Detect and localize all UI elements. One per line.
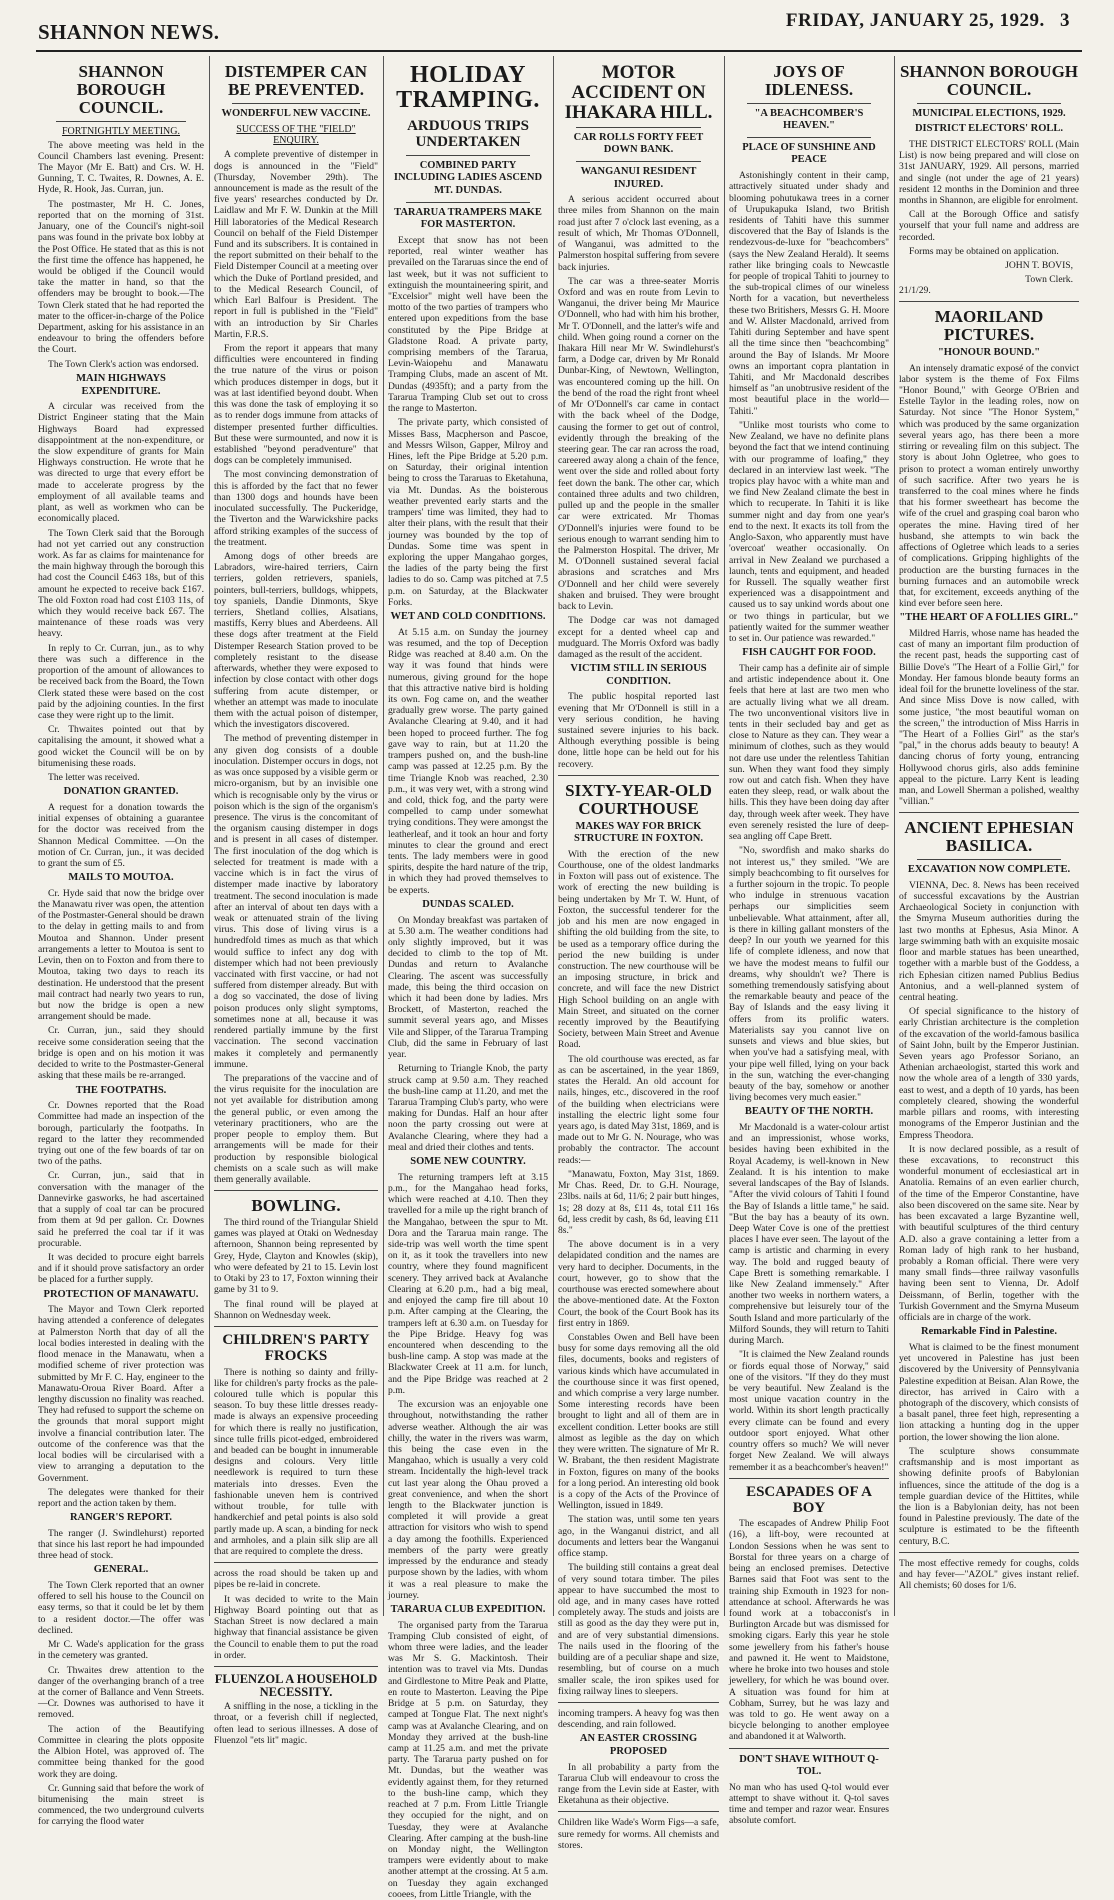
divider <box>406 202 530 203</box>
section-heading: THE FOOTPATHS. <box>75 1084 167 1096</box>
divider <box>406 155 530 156</box>
masthead-date-line <box>776 10 1070 32</box>
paragraph: "It is claimed the New Zealand rounds or fiords equal those of Norway," said one of the visitors. "If they do they must be very beautiful. New Zealand is the most unique vacation country in the world. Within its short length practically every climate can be found and every outdoor sport enjoyed. What other country offers so much? We will never forget New Zealand. We will always remember it as a beachcomber's heaven!" <box>729 1349 889 1473</box>
paragraph: A serious accident occurred about three miles from Shannon on the main road just after 7 o'clock last evening, as a result of which, Mr Thomas O'Donnell, of Wanganui, was admitted to the Palmerston hospital suffering from severe back injuries. <box>558 194 719 273</box>
paragraph: The public hospital reported last evening that Mr O'Donnell is still in a very serious condition, he having sustained severe injuries to his back. Although everything possible is being done, little hope can be held out for his recovery. <box>558 691 719 770</box>
paragraph: It was decided to procure eight barrels and if it should prove satisfactory an order be placed for a further supply. <box>38 1251 204 1286</box>
article-headline: HOLIDAY TRAMPING. <box>396 62 540 114</box>
paragraph: The third round of the Triangular Shield games was played at Otaki on Wednesday afternoon, Shannon being represented by Grey, Hyde, Clayton and Knowles (skip), who were defeated by 21 to 15. Levin lost to Otaki by 23 to 17, Foxton winning their game by 31 to 9. <box>214 1217 379 1296</box>
section-heading: MAILS TO MOUTOA. <box>68 872 174 884</box>
paragraph: The delegates were thanked for their report and the action taken by them. <box>38 1486 204 1509</box>
article-subheading: FORTNIGHTLY MEETING. <box>61 125 180 137</box>
paragraph: The ranger (J. Swindlehurst) reported that since his last report he had impounded three head of stock. <box>38 1527 204 1562</box>
paragraph: The organised party from the Tararua Tramping Club consisted of eight, of whom three were ladies, and the leader was Mr S. G. Mackintosh. Their intention was to travel via Mts. Dundas and Girdlestone to Mitre Peak and Platte, en route to Masterton. Leaving the Pipe Bridge at 5 p.m. on Saturday, they camped at Tongue Flat. The next night's camp was at Avalanche Clearing, and on Monday they arrived at the bush-line camp at 11.25 a.m. and met the private party. The Tararua party pushed on for Mt. Dundas, but the weather was evidently against them, for they returned to the bush-line camp, which they reached at 7 p.m. From Little Triangle they occupied for the night, and on Tuesday, they were at Avalanche Clearing. After camping at the bush-line on Monday night, the Wellington trampers were evidently about to make another attempt at the crossing. At 5 a.m. on Tuesday they again exchanged cooees, from Little Triangle, with the <box>388 1619 548 1900</box>
paragraph: "Unlike most tourists who come to New Zealand, we have no definite plans beyond the fact that we intend continuing with our programme of loafing," they declared in an interview last week. "The tropics play havoc with a white man and we find New Zealand climate the best in which to recuperate. In Tahiti it is like summer night and day from one year's end to the next. It exacts its toll from the Anglo-Saxon, who apparently must have 'overcoat' weather occasionally. On arrival in New Zealand we purchased a launch, tents and equipment, and headed for Russell. The squally weather first experienced was a disappointment and caused us to say unkind words about one or two things in particular, but we patiently waited for the summer weather to set in. Our patience was rewarded." <box>729 419 889 645</box>
article-headline: SHANNON BOROUGH COUNCIL. <box>76 62 166 117</box>
paragraph: Call at the Borough Office and satisfy yourself that your full name and address are recorded. <box>899 209 1079 243</box>
paragraph: The above meeting was held in the Council Chambers last evening. Present: The Mayor (Mr E. Batt) and Crs. W. H. Gunning, T. C. Twaites, R. Downes, A. E. Hyde, R. Hook, Jas. Curran, jun. <box>38 139 204 196</box>
column-6 <box>899 57 1079 1617</box>
paragraph: The station was, until some ten years ago, in the Wanganui district, and all documents and letters bear the Wanganui office stamp. <box>558 1514 719 1560</box>
paragraph: It is now declared possible, as a result of these excavations, to reconstruct this wonderful monument of ecclesiastical art in Anatolia. Remains of an even earlier church, of the time of the Emperor Constantine, have also been discovered on the same site. Near by has been excavated a large Byzantine well, with beautiful sculptures of the third century A.D. also a grave containing a letter from a Roman lady of high rank to her husband, probably a Roman official. There were very many small finds—three railway vasonfulls having been sent to Vienna, Dr. Adolf Deissmann, of Berlin, together with the Turkish Government and the Smyrna Museum officials are in charge of the work. <box>899 1143 1079 1324</box>
paragraph: The building still contains a great deal of very sound totara timber. The piles appear to have succumbed the most to old age, and in many cases have rotted completely away. The studs and joists are still as good as the day they were put in, and are of very substantial dimensions. The nails used in the flooring of the building are of a peculiar shape and size, resembling, but of course on a much smaller scale, the iron spikes used for fixing railway lines to sleepers. <box>558 1562 719 1697</box>
divider <box>899 1552 1079 1553</box>
paragraph: A circular was received from the District Engineer stating that the Main Highways Board had expressed disappointment at the non-expenditure, or the slow expenditure of grants for Main Highways construction. He wrote that he was directed to urge that every effort be made to accelerate progress by the employment of all available teams and plant, as well as workmen who can be economically placed. <box>38 401 204 525</box>
advertisement-heading: DON'T SHAVE WITHOUT Q-TOL. <box>739 1753 879 1778</box>
paragraph: Cr. Curran, jun., said that in conversation with the manager of the Dannevirke gasworks, he had ascertained that a supply of coal tar can be procured from them at 9d per gallon. Cr. Downes said he preferred the coal tar if it was procurable. <box>38 1170 204 1249</box>
paragraph: Their camp has a definite air of simple and artistic independence about it. One feels that here at last are two men who are actually living what we all dream. The two unconventional visitors live in tents in their secluded bay and get as close to Nature as they can. They wear a minimum of clothes, such as they would not dare use under the relentless Tahitian sun. When they want food they simply row out and catch fish. When they have eaten they sleep, read, or walk about the hills. This they have been doing day after day, through week after week. They have even serenely resisted the lure of deep-sea angling off Cape Brett. <box>729 662 889 843</box>
paragraph: Returning to Triangle Knob, the party struck camp at 9.50 a.m. They reached the bush-line camp at 11.20, and met the Tararua Tramping Club's party, who were making for Dundas. Half an hour after noon the party crossing out were at Avalanche Clearing, where they had a meal and dried their clothes and tents. <box>388 1063 548 1153</box>
section-heading: Remarkable Find in Palestine. <box>921 1326 1057 1338</box>
column-1 <box>38 57 204 1828</box>
paragraph: The Town Clerk's action was endorsed. <box>48 358 199 370</box>
column-4 <box>558 57 719 1851</box>
paragraph: The Mayor and Town Clerk reported having attended a conference of delegates at Palmerston North that day of all the local bodies interested in dealing with the flood menace in the Manawatu, when a modified scheme of river protection was submitted by Mr F. C. Hay, engineer to the Manawatu-Oroua River Board. After a lengthy discussion no finality was reached. They had refused to support the scheme on the grounds that moral support might involve a financial contribution later. The outcome of the conference was that the local bodies will be circularised with a view to arranging a deputation to the Government. <box>38 1304 204 1484</box>
divider <box>917 859 1061 860</box>
section-heading: MAIN HIGHWAYS EXPENDITURE. <box>76 372 166 397</box>
paragraph: The preparations of the vaccine and of the virus requisite for the inoculation are not yet available for distribution among the general public, or even among the veterinary practitioners, who are the proper people to employ them. But arrangements will be made for their production by responsible biological chemists on a scale such as will make them generally available. <box>214 1073 378 1185</box>
column-rule <box>383 56 384 1616</box>
section-heading: DUNDAS SCALED. <box>422 898 514 910</box>
section-heading: TARARUA CLUB EXPEDITION. <box>390 1604 546 1615</box>
paragraph: The action of the Beautifying Committee in clearing the plots opposite the Albion Hotel, was approved of. The committee being thanked for the good work they are doing. <box>38 1723 204 1780</box>
paragraph: Cr. Thwaites pointed out that by capitalising the amount, it showed what a good wicket the Council will be on by bitumenising these roads. <box>38 724 204 769</box>
divider <box>729 1748 889 1749</box>
paragraph: Constables Owen and Bell have been busy for some days removing all the old files, documents, books and registers of various kinds which have accumulated in the courthouse since it was first opened, and which comprise a very large number. Some interesting records have been brought to light and all of them are in excellent condition. Letter books are still almost as legible as the day on which they were written. The signature of Mr R. W. Brabant, the then resident Magistrate in Foxton, figures on many of the books for a long period. An interesting old book is a copy of the Acts of the Province of Wellington, issued in 1849. <box>558 1331 719 1512</box>
advertisement: No man who has used Q-tol would ever attempt to shave without it. Q-tol saves time and temper and razor wear. Ensures absolute comfort. <box>729 1781 889 1827</box>
article-subheading: SUCCESS OF THE "FIELD" ENQUIRY. <box>236 124 356 147</box>
section-heading: FISH CAUGHT FOR FOOD. <box>742 647 876 659</box>
article-headline: JOYS OF IDLENESS. <box>764 62 854 99</box>
paragraph: Cr. Hyde said that now the bridge over the Manawatu river was open, the attention of the Postmaster-General should be drawn to the delay in getting mails to and from Moutoa and Shannon. Under present arrangements a letter to Moutoa is sent to Levin, then on to Foxton and from there to Moutoa, taking two days to reach its destination. He understood that the present mail contract had nearly two years to run, but now the bridge is open a new arrangement should be made. <box>38 887 204 1023</box>
article-subheading: CAR ROLLS FORTY FEET DOWN BANK. <box>573 131 704 156</box>
paragraph: The excursion was an enjoyable one throughout, notwithstanding the rather adverse weather. Although the air was chilly, the water in the rivers was warm, this being the case even in the Mangahao, which is usually a very cold stream. Incidentally the high-level track cut last year along the Ohau proved a great convenience, and when the short length to the Blackwater junction is completed it will provide a great attraction for visitors who wish to spend a day among the foothills. Experienced members of the party were greatly impressed by the endurance and steady purpose shown by the ladies, with whom it was a real pleasure to make the journey. <box>388 1399 548 1601</box>
column-rule <box>894 56 895 1616</box>
divider <box>214 1326 378 1327</box>
paragraph: It was decided to write to the Main Highway Board pointing out that as Stachan Street is now declared a main highway that financial assistance be given the Council to enable them to put the road in order. <box>214 1593 378 1661</box>
paragraph: An intensely dramatic exposé of the convict labor system is the theme of Fox Films "Honor Bound," with George O'Brien and Estelle Taylor in the leading roles, now on Saturday. Not since "The Honor System," which was produced by the same organization several years ago, has there been a more stirring or revealing film on this subject. The story is about John Ogletree, who goes to prison to protect a woman entirely unworthy of such sacrifice. After two years he is transferred to the coal mines where he finds that his former sweetheart has become the wife of the cruel and grasping coal baron who operates the mine. Having tired of her husband, she attempts to win back the affections of Ogletree which leads to a series of complications. Gripping highlights of the production are the bursting furnaces in the burning furnaces and an automobile wreck that, for excitement, exceeds anything of the kind ever before seen here. <box>899 362 1079 610</box>
paragraph: Cr. Downes reported that the Road Committee had made an inspection of the borough, particularly the footpaths. In regard to the latter they recommended trying out one of the few boards of tar on two of the paths. <box>38 1100 204 1168</box>
article-headline: BOWLING. <box>251 1196 341 1216</box>
issue-date: FRIDAY, JANUARY 25, 1929. <box>785 10 1045 31</box>
section-heading: AN EASTER CROSSING PROPOSED <box>579 1733 698 1757</box>
divider <box>576 127 701 128</box>
paragraph: The Dodge car was not damaged except for a dented wheel cap and mudguard. The Morris Oxford was badly damaged as the result of the accident. <box>558 615 719 660</box>
divider <box>214 1562 378 1563</box>
article-subheading: TARARUA TRAMPERS MAKE FOR MASTERTON. <box>394 206 542 231</box>
divider <box>56 121 186 122</box>
paragraph: Forms may be obtained on application. <box>909 245 1059 257</box>
article-headline: ESCAPADES OF A BOY <box>746 1483 872 1516</box>
article-headline: SHANNON BOROUGH COUNCIL. <box>899 62 1079 99</box>
paragraph: Mildred Harris, whose name has headed the cast of many an important film production of the recent past, heads the supporting cast of Billie Dove's "The Heart of a Follie Girl," for Monday. Her famous blonde beauty forms an ideal foil for the brunette loveliness of the star. And since Miss Dove is now called, with some justice, "the most beautiful woman on the screen," the introduction of Miss Harris in "The Heart of a Follies Girl" as the star's "pal," in the chorus adds beauty to beauty! A dancing chorus of forty young, entrancing Hollywood chorus girls, also adds feminine appeal to the picture. Larry Kent is leading man, and Lowell Sherman a polished, wealthy "villian." <box>899 627 1079 808</box>
article-headline: DISTEMPER CAN BE PREVENTED. <box>224 62 368 99</box>
divider <box>232 103 360 104</box>
advertisement: The most effective remedy for coughs, colds and hay fever—"AZOL" gives instant relief. All chemists; 60 doses for 1/6. <box>899 1557 1079 1592</box>
article-headline: ARDUOUS TRIPS UNDERTAKEN <box>407 118 529 151</box>
divider <box>899 812 1079 813</box>
article-subheading: WONDERFUL NEW VACCINE. <box>221 107 371 119</box>
paragraph: The above document is in a very delapidated condition and the names are very hard to decipher. Documents, in the court, however, go to show that the courthouse was erected somewhere about the above-mentioned date. At the Foxton Court, the book of the Court Book has its first entry in 1869. <box>558 1239 719 1329</box>
paragraph: The most convincing demonstration of this is afforded by the fact that no fewer than 1300 dogs and hounds have been inoculated successfully. The Puckeridge, the Tiverton and the Warwickshire packs afford striking examples of the success of the treatment. <box>214 469 378 548</box>
paragraph: Of special significance to the history of early Christian architecture is the completion of the excavation of the world-famous basilica of Saint John, built by the Emperor Justinian. Seven years ago Professor Soriano, an Athenian archaeologist, started this work and now the whole area of a length of 330 yards, east to west, and a depth of 10 yards, has been completely cleared, showing the wonderful marble pillars and rooms, with interesting monograms of the Emperor Justinian and the Empress Theodora. <box>899 1006 1079 1141</box>
divider <box>558 775 719 776</box>
column-rule <box>209 56 210 1616</box>
divider <box>214 1190 378 1191</box>
column-rule <box>553 56 554 1616</box>
paragraph: Cr. Curran, jun., said they should receive some consideration seeing that the bridge is open and on his motion it was decided to write to the Postmaster-General asking that these mails be re-arranged. <box>38 1025 204 1082</box>
paragraph: incoming trampers. A heavy fog was then descending, and rain followed. <box>558 1707 719 1731</box>
divider <box>576 161 701 162</box>
paragraph: Except that snow has not been reported, real winter weather has prevailed on the Tararuas since the end of last week, but it was not sufficient to extinguish the mountaineering spirit, and "Excelsior" might well have been the motto of the two parties of trampers who entered upon expeditions from the base constituted by the Pipe Bridge at Gladstone Road. A private party, comprising members of the Tararua, Levin-Waiopehu and Manawatu Tramping Clubs, made an ascent of Mt. Dundas (4935ft); and a party from the Tararua Tramping Club set out to cross the range to Masterton. <box>388 234 548 415</box>
section-heading: GENERAL. <box>93 1564 149 1576</box>
paragraph: The escapades of Andrew Philip Foot (16), a lift-boy, were recounted at London Sessions when he was sent to Borstal for three years on a charge of being an enclosed premises. Detective Barnes said that Foot was sent to the training ship Exmouth in 1923 for non-attendance at school. Afterwards he was found work at a tobacconist's in Burlington Arcade but was dismissed for smoking cigars. Early this year he stole some jewellery from his father's house and pawned it. He went to Maidstone, where he broke into two houses and stole jewellery, for which he was bound over. A situation was found for him at Cobham, Surrey, but he was lazy and was told to go. He went away on a bicycle belonging to another employee and abandoned it at Walworth. <box>729 1518 889 1743</box>
article-headline: MAORILAND PICTURES. <box>934 307 1044 345</box>
notice-date: 21/1/29. <box>899 285 931 297</box>
divider <box>899 301 1079 302</box>
paragraph: In reply to Cr. Curran, jun., as to why there was such a difference in the proportion of the amount of allowances to be received back from the Board, the Town Clerk stated these were based on the cost paid by the adjoining counties. In the first case they were right up to the limit. <box>38 642 204 721</box>
section-heading: SOME NEW COUNTRY. <box>410 1156 526 1168</box>
article-headline: SIXTY-YEAR-OLD COURTHOUSE <box>565 780 712 818</box>
article-headline: CHILDREN'S PARTY FROCKS <box>222 1332 370 1364</box>
divider <box>747 137 871 138</box>
divider <box>558 1702 719 1703</box>
column-3 <box>388 57 548 1900</box>
article-subheading: WANGANUI RESIDENT INJURED. <box>580 166 697 190</box>
paragraph: The postmaster, Mr H. C. Jones, reported that on the morning of 31st. January, one of the Council's night-soil pans was found in the private box lobby at the Post Office. He stated that as this is not the first time the offence has happened, he would be obliged if the Council would take the matter in hand, so that the offenders may be brought to book.—The Town Clerk stated that he had reported the mater to the officer-in-charge of the Police Department, asking for his assistance in an endeavour to bring the offenders before the Court. <box>38 198 204 356</box>
divider <box>214 1666 378 1667</box>
paragraph: The final round will be played at Shannon on Wednesday week. <box>214 1298 378 1321</box>
column-rule <box>724 56 725 1616</box>
paragraph: The private party, which consisted of Misses Bass, Macpherson and Pascoe, and Messrs Wilson, Gapper, Milroy and Hines, left the Pipe Bridge at 5.20 p.m. on Saturday, their original intention being to cross the Tararuas to Eketahuna, via Mt. Dundas. As the boisterous weather prevented early starts and the trampers' time was limited, they had to alter their plans, with the result that their journey was bounded by the top of Dundas. Some time was spent in exploring the upper Mangahao gorges, the ladies of the party being the first ladies to do so. Camp was pitched at 7.5 p.m. on Saturday, at the Blackwater Forks. <box>388 417 548 608</box>
column-2 <box>214 57 379 1746</box>
article-subheading: DISTRICT ELECTORS' ROLL. <box>914 123 1064 135</box>
article-headline: MOTOR ACCIDENT ON IHAKARA HILL. <box>564 62 713 123</box>
article-subheading: "HONOUR BOUND." <box>937 346 1041 358</box>
section-heading: DONATION GRANTED. <box>63 786 179 798</box>
paragraph: "No, swordfish and mako sharks do not interest us," they smiled. "We are simply beachcombing to fit ourselves for a further sojourn in the tropic. To people who indulge in strenuous vacation perhaps our simplicities seem unbelievable. What attainment, after all, is there in killing gallant monsters of the deep? In our youth we yearned for this life of complete idleness, and now that we have the modest means to fulfil our dreams, why shouldn't we? There is something tremendously satisfying about the remarkable beauty and peace of the Bay of Islands and the easy living it offers from its prolific waters. Materialists say you cannot live on sunsets and views and blue skies, but when you've had a satisfying meal, with your pipe well filled, lying on your back in the sun, watching the ever-changing beauty of the bay, somehow or another living becomes very much easier." <box>729 845 889 1104</box>
article-subheading: MUNICIPAL ELECTIONS, 1929. <box>912 107 1066 119</box>
paragraph: The sculpture shows consummate craftsmanship and is most important as showing definite proofs of Babylonian influences, since the attitude of the dog is a temple guardian device of the Hittites, while the lion is a Babylonian deity, has not been found in Palestine previously. The date of the sculpture is estimated to be the fifteenth century, B.C. <box>899 1445 1079 1547</box>
signature-title: Town Clerk. <box>1025 273 1073 285</box>
paragraph: VIENNA, Dec. 8. News has been received of successful excavations by the Austrian Archaeological Society in conjunction with the Smyrna Museum authorities during the last two months at Ephesus, Asia Minor. A large swimming bath with an exquisite mosaic floor and marble statues has been unearthed, together with a marble bust of the Goddess, a rich Ephesian citizen named Publius Bedius Antonius, and a well-planned system of central heating. <box>899 879 1079 1003</box>
paragraph: THE DISTRICT ELECTORS' ROLL (Main List) is now being prepared and will close on 31st JANUARY, 1929. All persons, married and single (not under the age of 21 years) resident 12 months in the Dominion and three months in Shannon, are eligible for enrolment. <box>899 138 1079 206</box>
article-subheading: "THE HEART OF A FOLLIES GIRL." <box>899 612 1079 624</box>
signature-name: JOHN T. BOVIS, <box>1005 260 1073 272</box>
section-heading: PROTECTION OF MANAWATU. <box>43 1288 199 1300</box>
paragraph: "Manawatu, Foxton, May 31st, 1869. Mr Chas. Reed, Dr. to G.H. Nourage, 23lbs. nails at 6d, 11/6; 2 pair butt hinges, 1s; 28 dozy at 8s, £11 4s, total £11 16s 6d, less credit by cash, 8s 6d, leaving £11 8s." <box>558 1168 719 1236</box>
paragraph: Mr Macdonald is a water-colour artist and an impressionist, whose works, besides having been exhibited in the Royal Academy, is well-known in New Zealand. It is his intention to make several landscapes of the Bay of Islands. "After the vivid colours of Tahiti I found the Bay of Islands a little tame," he said. "But the bay has a beauty of its own. Deep Water Cove is one of the prettiest places I have ever seen. The layout of the camp is artistic and charming in every way. The bold and rugged beauty of Cape Brett is something remarkable. I like New Zealand immensely." After another two weeks in northern waters, a comprehensive but leisurely tour of the South Island and more particularly of the Milford Sounds, they will return to Tahiti during March. <box>729 1121 889 1347</box>
advertisement: Children like Wade's Worm Figs—a safe, sure remedy for worms. All chemists and stores. <box>558 1817 719 1851</box>
divider <box>729 1478 889 1479</box>
article-subheading: "A BEACHCOMBER'S HEAVEN." <box>754 107 864 132</box>
masthead-rule <box>36 50 1082 52</box>
divider <box>747 103 871 104</box>
paragraph: From the report it appears that many difficulties were encountered in finding the true nature of the virus or poison which produces distemper in dogs, but it was at last identified beyond doubt. When this was done the task of employing it so as to render dogs immune from attacks of distemper presented further difficulties. But these were surmounted, and now it is established "beyond peradventure" that dogs can be completely immunised. <box>214 343 378 467</box>
paragraph: The returning trampers left at 3.15 p.m., for the Mangahao head forks, which were reached at 4.10. Then they travelled for a mile up the right branch of the Mangahao, between the spur to Mt. Dora and the Tararua main range. The side-trip was well worth the time spent on it, as it took the travellers into new country, where they found magnificent scenery. They arrived back at Avalanche Clearing at 6.20 p.m., had a big meal, and enjoyed the camp fire till about 10 p.m. After camping at the Clearing, the trampers left at 6.30 a.m. on Tuesday for the Pipe Bridge. Heavy fog was encountered when descending to the bush-line camp. A stop was made at the Blackwater Creek at 11 a.m. for lunch, and the Pipe Bridge was reached at 2 p.m. <box>388 1171 548 1396</box>
paragraph: With the erection of the new Courthouse, one of the oldest landmarks in Foxton will pass out of existence. The work of erecting the new building is being undertaken by Mr T. W. Hunt, of Foxton, the successful tenderer for the job and his men are now engaged in shifting the old building from the site, to be used as a temporary office during the period the new building is under construction. The new courthouse will be an imposing structure, in brick and concrete, and will face the new District High School building on an angle with Main Street, and situated on the corner recently improved by the Beautifying Society, between Main Street and Avenue Road. <box>558 848 719 1051</box>
column-5 <box>729 57 889 1827</box>
article-subheading: MAKES WAY FOR BRICK STRUCTURE IN FOXTON. <box>573 820 704 845</box>
page-number: 3 <box>1060 10 1070 31</box>
paragraph: A sniffling in the nose, a tickling in the throat, or a feverish chill if neglected, often lead to serious illnesses. A dose of Fluenzol "ets lit" magic. <box>214 1701 378 1746</box>
paragraph: There is nothing so dainty and frilly-like for children's party frocks as the pale-coloured tulle which is popular this season. To buy these little dresses ready-made is always an expensive proceeding for which there is really no justification, since tulle frills picot-edged, embroidered and beaded can be bought in innumerable designs and colours. Very little needlework is required to turn these materials into dresses. Even the fashionable uneven hem is contrived without trouble, for tulle with handkerchief and petal points is also sold partly made up. A scan, a binding for neck and armholes, and a plain silk slip are all that are required to complete the dress. <box>214 1366 378 1557</box>
paragraph: Astonishingly content in their camp, attractively situated under shady and blooming pohutukawa trees in a corner of Urupukapuka Island, two British residents of Tahiti have this summer discovered that the Bay of Islands is the rendezvous-de-luxe for "beachcombers" (says the New Zealand Herald). It seems rather like bringing coals to Newcastle for people of tropical Tahiti to journey to the sub-tropical climes of our wineless North for a vacation, but nevertheless these two Britishers, Messrs G. H. Moore and W. Allster Macdonald, arrived from Tahiti during September and have spent all the time since then "beachcombing" around the Bay of Islands. Mr Moore owns an important copra plantation in Tahiti, and Mr Macdonald describes himself as "an unobtrusive resident of the most beautiful place in the world—Tahiti." <box>729 170 889 417</box>
article-subheading: PLACE OF SUNSHINE AND PEACE <box>742 141 876 166</box>
article-headline: ANCIENT EPHESIAN BASILICA. <box>904 818 1074 856</box>
section-heading: WET AND COLD CONDITIONS. <box>390 611 546 623</box>
divider <box>917 103 1061 104</box>
article-headline: FLUENZOL A HOUSEHOLD NECESSITY. <box>214 1671 378 1700</box>
article-subheading: COMBINED PARTY INCLUDING LADIES ASCEND MT. DUNDAS. <box>393 159 543 197</box>
paragraph: across the road should be taken up and pipes be re-laid in concrete. <box>214 1568 378 1591</box>
paper-name: SHANNON NEWS. <box>38 20 220 44</box>
divider <box>558 1811 719 1812</box>
paragraph: The Town Clerk said that the Borough had not yet carried out any construction work. As far as claims for maintenance for the main highway through the borough this had cost the Council £463 18s, but of this amount he expected to receive back £167. The old Foxton road had cost £103 11s, of which they would receive back £67. The maintenance of these roads was very heavy. <box>38 527 204 640</box>
paragraph: Cr. Gunning said that before the work of bitumenising the main street is commenced, the two underground culverts for carrying the flood water <box>38 1782 204 1828</box>
article-subheading: EXCAVATION NOW COMPLETE. <box>907 864 1071 876</box>
paragraph: Among dogs of other breeds are Labradors, wire-haired terriers, Cairn terriers, golden retrievers, spaniels, pointers, bull-terriers, bulldogs, whippets, toy spaniels, Dandie Dinmonts, Skye terriers, Shetland collies, Alsatians, mastiffs, Kerry blues and Aberdeens. All these dogs after treatment at the Field Distemper Research Station proved to be completely resistant to the disease afterwards, whether they were exposed to infection by close contact with other dogs suffering from acute distemper, or whether an attempt was made to inoculate them with the actual poison of distemper, which the investigators discovered. <box>214 550 378 731</box>
paragraph: The Town Clerk reported that an owner offered to sell his house to the Council on easy terms, so that it could be let by them to a resident doctor.—The offer was declined. <box>38 1580 204 1636</box>
paragraph: At 5.15 a.m. on Sunday the journey was resumed, and the top of Deception Ridge was reached at 8.40 a.m. On the way it was found that hinds were numerous, giving ground for the hope that this attractive native bird is holding its own. Fog came on, and the weather gradually grew worse. The party gained Avalanche Clearing at 9.40, and it had been hoped to proceed further. The fog gave way to rain, but at 11.20 the trampers pushed on, and the bush-line camp was passed at 12.25 p.m. By the time Triangle Knob was reached, 2.30 p.m., it was very wet, with a strong wind and cold, thick fog, and the party were compelled to camp under somewhat trying conditions. They were amongst the leatherleaf, and it took an hour and forty minutes to clear the ground and erect tents. The lady members were in good spirits, despite the hard nature of the trip, in which they had proved themselves to be experts. <box>388 626 548 896</box>
paragraph: The method of preventing distemper in any given dog consists of a double inoculation. Distemper occurs in dogs, not as was once supposed by a visible germ or micro-organism, but by an invisible one which is recognisable only by the virus or poison which is the sign of the organism's presence. The virus is the concomitant of the organism causing distemper in dogs and is present in all cases of distemper. The first inoculation of the dog which is selected for treatment is made with a vaccine which is in fact the virus of distemper made inactive by laboratory treatment. The second inoculation is made after an interval of about ten days with a weak or attenuated strain of the living virus. This dose of living virus is a hundredfold times as much as that which would suffice to infect any dog with distemper which had not been previously vaccinated with first vaccine, or had not suffered from distemper already. But with a dog so vaccinated, the dose of living poison produces only slight symptoms, sometimes none at all, because it was rendered partially immune by the first vaccination. The second vaccination makes it completely and permanently immune. <box>214 733 378 1070</box>
section-heading: RANGER'S REPORT. <box>69 1512 173 1524</box>
paragraph: The car was a three-seater Morris Oxford and was en route from Levin to Wanganui, the driver being Mr Maurice O'Donnell, who had with him his brother, Mr T. O'Donnell, and the latter's wife and child. When going round a corner on the Ihakara Hill near Mr W. Swindlehurst's farm, a Dodge car, driven by Mr Ronald Dunbar-King, of Newtown, Wellington, was encountered coming up the hill. On the bend of the road the right front wheel of Mr O'Donnell's car came in contact with the back wheel of the Dodge, causing the former to get out of control, evidently through the breaking of the steering gear. The car ran across the road, careered away along a chain of the fence, went over the side and rolled about forty feet down the bank. The other car, which contained three adults and two children, pulled up and the people in the smaller car were extricated. Mr Thomas O'Donnell's injuries were found to be serious enough to warrant sending him to the Palmerston Hospital. The driver, Mr M. O'Donnell sustained several facial abrasions and scratches and Mrs O'Donnell and her child were severely shaken and bruised. They were brought back to Levin. <box>558 275 719 613</box>
section-heading: BEAUTY OF THE NORTH. <box>744 1106 874 1118</box>
paragraph: The letter was received. <box>48 772 140 784</box>
paragraph: What is claimed to be the finest monument yet uncovered in Palestine has just been discovered by the University of Pennsylvania Palestine expedition at Beisan. Alan Rowe, the director, has arrived in Cairo with a photograph of the discovery, which consists of a basalt panel, three feet high, representing a lion attacking a hunting dog in the upper portion, the lower showing the lion alone. <box>899 1341 1079 1443</box>
paragraph: In all probability a party from the Tararua Club will endeavour to cross the range from the Levin side at Easter, with Eketahuna as their objective. <box>558 1761 719 1807</box>
paragraph: Mr C. Wade's application for the grass in the cemetery was granted. <box>38 1639 204 1662</box>
section-heading: VICTIM STILL IN SERIOUS CONDITION. <box>570 663 707 687</box>
paragraph: The old courthouse was erected, as far as can be ascertained, in the year 1869, states the Herald. An old account for nails, hinges, etc., discovered in the roof of the building when electricians were installing the electric light some four years ago, is dated May 31st, 1869, and is made out to Mr G. N. Nourage, who was probably the contractor. The account reads:— <box>558 1053 719 1166</box>
masthead <box>0 0 1114 54</box>
paragraph: On Monday breakfast was partaken of at 5.30 a.m. The weather conditions had only slightly improved, but it was decided to climb to the top of Mt. Dundas and return to Avalanche Clearing. The ascent was successfully made, this being the third occasion on which it had been done by ladies. Mrs Brockett, of Masterton, reached the summit several years ago, and Misses Vile and Slipper, of the Tararua Tramping Club, did the same in February of last year. <box>388 914 548 1061</box>
paragraph: Cr. Thwaites drew attention to the danger of the overhanging branch of a tree at the corner of Ballance and Venn Streets.—Cr. Downes was authorised to have it removed. <box>38 1664 204 1721</box>
paragraph: A complete preventive of distemper in dogs is announced in the "Field" (Thursday, November 29th). The announcement is made as the result of the five years' researches conducted by Dr. Laidlaw and Mr F. W. Dunkin at the Mill Hill laboratories of the Medical Research Council on behalf of the Field Distemper Fund and its subscribers. It is contained in the report submitted on their behalf to the Field Distemper Council at a meeting over which the Duke of Portland presided, and to the Medical Research Council, of which Earl Balfour is President. The report in full is published in the "Field" with an introduction by Sir Charles Martin, F.R.S. <box>214 149 378 340</box>
paragraph: A request for a donation towards the initial expenses of obtaining a guarantee for the doctor was received from the Shannon Medical Committee. —On the motion of Cr. Curran, jun., it was decided to grant the sum of £5. <box>38 801 204 869</box>
